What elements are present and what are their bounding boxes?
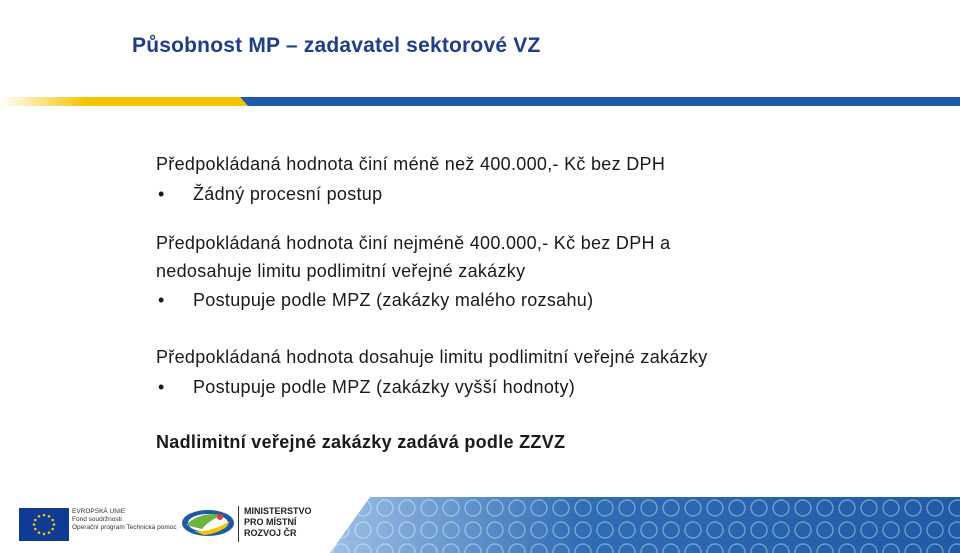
paragraph-text: nedosahuje limitu podlimitní veřejné zakázky [156, 261, 526, 281]
decorative-corner-pattern [330, 497, 960, 553]
bullet-icon: • [158, 290, 165, 310]
closing-statement: Nadlimitní veřejné zakázky zadává podle ZZVZ [156, 432, 566, 452]
ministry-divider [238, 506, 239, 542]
paragraph-text: Předpokládaná hodnota dosahuje limitu podlimitní veřejné zakázky [156, 347, 708, 367]
bullet-item [156, 285, 796, 315]
ministry-line: PRO MÍSTNÍ [244, 517, 297, 527]
bullet-text: Postupuje podle MPZ (zakázky malého rozsahu) [193, 290, 594, 310]
bullet-text: Postupuje podle MPZ (zakázky vyšší hodnoty) [193, 377, 576, 397]
bullet-item [156, 179, 796, 209]
bullet-icon: • [158, 184, 165, 204]
bullet-text: Žádný procesní postup [193, 184, 383, 204]
paragraph-block [156, 149, 796, 209]
paragraph-block [156, 229, 796, 315]
eu-flag-logo [19, 508, 69, 541]
slide-content [156, 149, 796, 475]
eu-fund-text [72, 508, 177, 532]
eu-line: EVROPSKÁ UNIE [72, 508, 126, 515]
paragraph-text: Předpokládaná hodnota činí nejméně 400.000,- Kč bez DPH a [156, 233, 671, 253]
ministry-name [244, 506, 312, 539]
ministry-line: MINISTERSTVO [244, 506, 312, 516]
ministry-line: ROZVOJ ČR [244, 528, 297, 538]
slide-title: Působnost MP – zadavatel sektorové VZ [132, 34, 541, 57]
paragraph-block [156, 342, 796, 402]
eu-line: Fond soudržnosti [72, 516, 122, 523]
ministry-logo-icon [180, 503, 236, 543]
paragraph-text: Předpokládaná hodnota činí méně než 400.000,- Kč bez DPH [156, 154, 666, 174]
bullet-item [156, 372, 796, 402]
eu-line: Operační program Technická pomoc [72, 524, 177, 531]
bullet-icon: • [158, 377, 165, 397]
header-band [0, 97, 960, 106]
